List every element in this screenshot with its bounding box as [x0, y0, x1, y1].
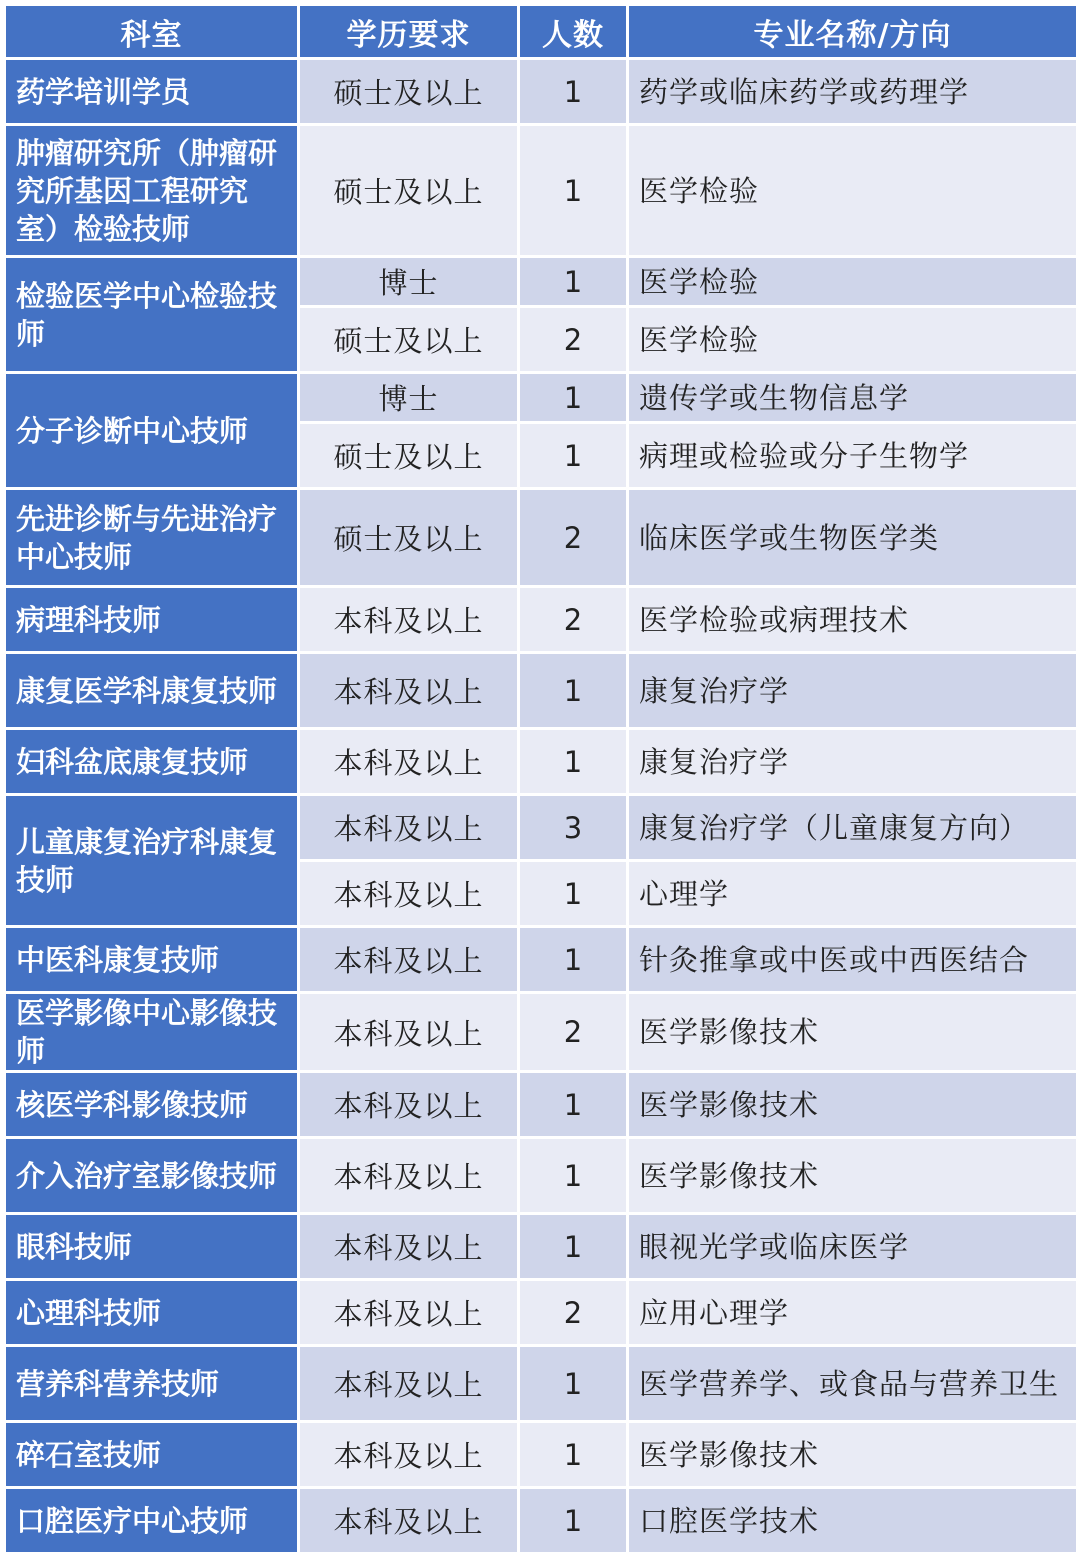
- major-cell: 康复治疗学: [628, 729, 1078, 795]
- education-cell: 本科及以上: [299, 993, 519, 1072]
- table-row: [5, 1138, 1078, 1214]
- major-cell: 医学检验或病理技术: [628, 587, 1078, 653]
- dept-cell: 营养科营养技师: [5, 1346, 299, 1422]
- dept-cell: 眼科技师: [5, 1214, 299, 1280]
- dept-cell: 检验医学中心检验技师: [5, 257, 299, 373]
- dept-cell: 核医学科影像技师: [5, 1072, 299, 1138]
- dept-cell: 中医科康复技师: [5, 927, 299, 993]
- header-education: 学历要求: [299, 5, 519, 59]
- education-cell: 本科及以上: [299, 795, 519, 861]
- dept-cell: 口腔医疗中心技师: [5, 1488, 299, 1554]
- dept-cell: 心理科技师: [5, 1280, 299, 1346]
- count-cell: 2: [519, 587, 628, 653]
- dept-cell: 介入治疗室影像技师: [5, 1138, 299, 1214]
- count-cell: 1: [519, 1346, 628, 1422]
- count-cell: 1: [519, 861, 628, 927]
- table-row: [5, 1072, 1078, 1138]
- major-cell: 口腔医学技术: [628, 1488, 1078, 1554]
- table-row: [5, 729, 1078, 795]
- table-row: [5, 257, 1078, 307]
- count-cell: 3: [519, 795, 628, 861]
- table-row: [5, 993, 1078, 1072]
- dept-cell: 康复医学科康复技师: [5, 653, 299, 729]
- count-cell: 2: [519, 307, 628, 373]
- header-major: 专业名称/方向: [628, 5, 1078, 59]
- major-cell: 康复治疗学（儿童康复方向）: [628, 795, 1078, 861]
- major-cell: 遗传学或生物信息学: [628, 373, 1078, 423]
- education-cell: 本科及以上: [299, 587, 519, 653]
- education-cell: 本科及以上: [299, 1346, 519, 1422]
- major-cell: 针灸推拿或中医或中西医结合: [628, 927, 1078, 993]
- dept-cell: 碎石室技师: [5, 1422, 299, 1488]
- table-header: [5, 5, 1078, 59]
- count-cell: 1: [519, 1138, 628, 1214]
- table-row: [5, 125, 1078, 257]
- dept-cell: 医学影像中心影像技师: [5, 993, 299, 1072]
- major-cell: 病理或检验或分子生物学: [628, 423, 1078, 489]
- table-row: [5, 489, 1078, 587]
- count-cell: 1: [519, 1488, 628, 1554]
- education-cell: 本科及以上: [299, 1072, 519, 1138]
- count-cell: 1: [519, 59, 628, 125]
- major-cell: 医学检验: [628, 257, 1078, 307]
- education-cell: 本科及以上: [299, 927, 519, 993]
- table-row: [5, 927, 1078, 993]
- table-row: [5, 1346, 1078, 1422]
- table-row: [5, 59, 1078, 125]
- dept-cell: 先进诊断与先进治疗中心技师: [5, 489, 299, 587]
- major-cell: 康复治疗学: [628, 653, 1078, 729]
- education-cell: 硕士及以上: [299, 489, 519, 587]
- major-cell: 医学检验: [628, 307, 1078, 373]
- count-cell: 1: [519, 653, 628, 729]
- table-row: [5, 653, 1078, 729]
- major-cell: 应用心理学: [628, 1280, 1078, 1346]
- major-cell: 眼视光学或临床医学: [628, 1214, 1078, 1280]
- count-cell: 1: [519, 125, 628, 257]
- count-cell: 2: [519, 993, 628, 1072]
- count-cell: 2: [519, 489, 628, 587]
- major-cell: 医学影像技术: [628, 1072, 1078, 1138]
- count-cell: 1: [519, 423, 628, 489]
- education-cell: 本科及以上: [299, 1214, 519, 1280]
- count-cell: 1: [519, 927, 628, 993]
- education-cell: 博士: [299, 257, 519, 307]
- major-cell: 心理学: [628, 861, 1078, 927]
- education-cell: 本科及以上: [299, 1280, 519, 1346]
- recruitment-table: [3, 3, 1079, 1555]
- dept-cell: 肿瘤研究所（肿瘤研究所基因工程研究室）检验技师: [5, 125, 299, 257]
- education-cell: 硕士及以上: [299, 307, 519, 373]
- header-dept: 科室: [5, 5, 299, 59]
- education-cell: 博士: [299, 373, 519, 423]
- dept-cell: 妇科盆底康复技师: [5, 729, 299, 795]
- education-cell: 硕士及以上: [299, 59, 519, 125]
- table-row: [5, 587, 1078, 653]
- major-cell: 药学或临床药学或药理学: [628, 59, 1078, 125]
- major-cell: 医学影像技术: [628, 1422, 1078, 1488]
- major-cell: 医学影像技术: [628, 993, 1078, 1072]
- education-cell: 硕士及以上: [299, 125, 519, 257]
- education-cell: 本科及以上: [299, 1138, 519, 1214]
- table-row: [5, 373, 1078, 423]
- major-cell: 医学影像技术: [628, 1138, 1078, 1214]
- count-cell: 1: [519, 257, 628, 307]
- count-cell: 2: [519, 1280, 628, 1346]
- education-cell: 本科及以上: [299, 1422, 519, 1488]
- header-row: [5, 5, 1078, 59]
- major-cell: 医学营养学、或食品与营养卫生: [628, 1346, 1078, 1422]
- education-cell: 本科及以上: [299, 1488, 519, 1554]
- table-row: [5, 1214, 1078, 1280]
- table-body: [5, 59, 1078, 1554]
- count-cell: 1: [519, 1422, 628, 1488]
- table-row: [5, 1422, 1078, 1488]
- major-cell: 医学检验: [628, 125, 1078, 257]
- dept-cell: 儿童康复治疗科康复技师: [5, 795, 299, 927]
- dept-cell: 分子诊断中心技师: [5, 373, 299, 489]
- table-row: [5, 1488, 1078, 1554]
- education-cell: 本科及以上: [299, 729, 519, 795]
- count-cell: 1: [519, 1072, 628, 1138]
- count-cell: 1: [519, 373, 628, 423]
- count-cell: 1: [519, 1214, 628, 1280]
- dept-cell: 病理科技师: [5, 587, 299, 653]
- education-cell: 本科及以上: [299, 861, 519, 927]
- table-row: [5, 1280, 1078, 1346]
- count-cell: 1: [519, 729, 628, 795]
- recruitment-table-container: [3, 3, 1076, 1555]
- dept-cell: 药学培训学员: [5, 59, 299, 125]
- table-row: [5, 795, 1078, 861]
- major-cell: 临床医学或生物医学类: [628, 489, 1078, 587]
- education-cell: 本科及以上: [299, 653, 519, 729]
- header-count: 人数: [519, 5, 628, 59]
- education-cell: 硕士及以上: [299, 423, 519, 489]
